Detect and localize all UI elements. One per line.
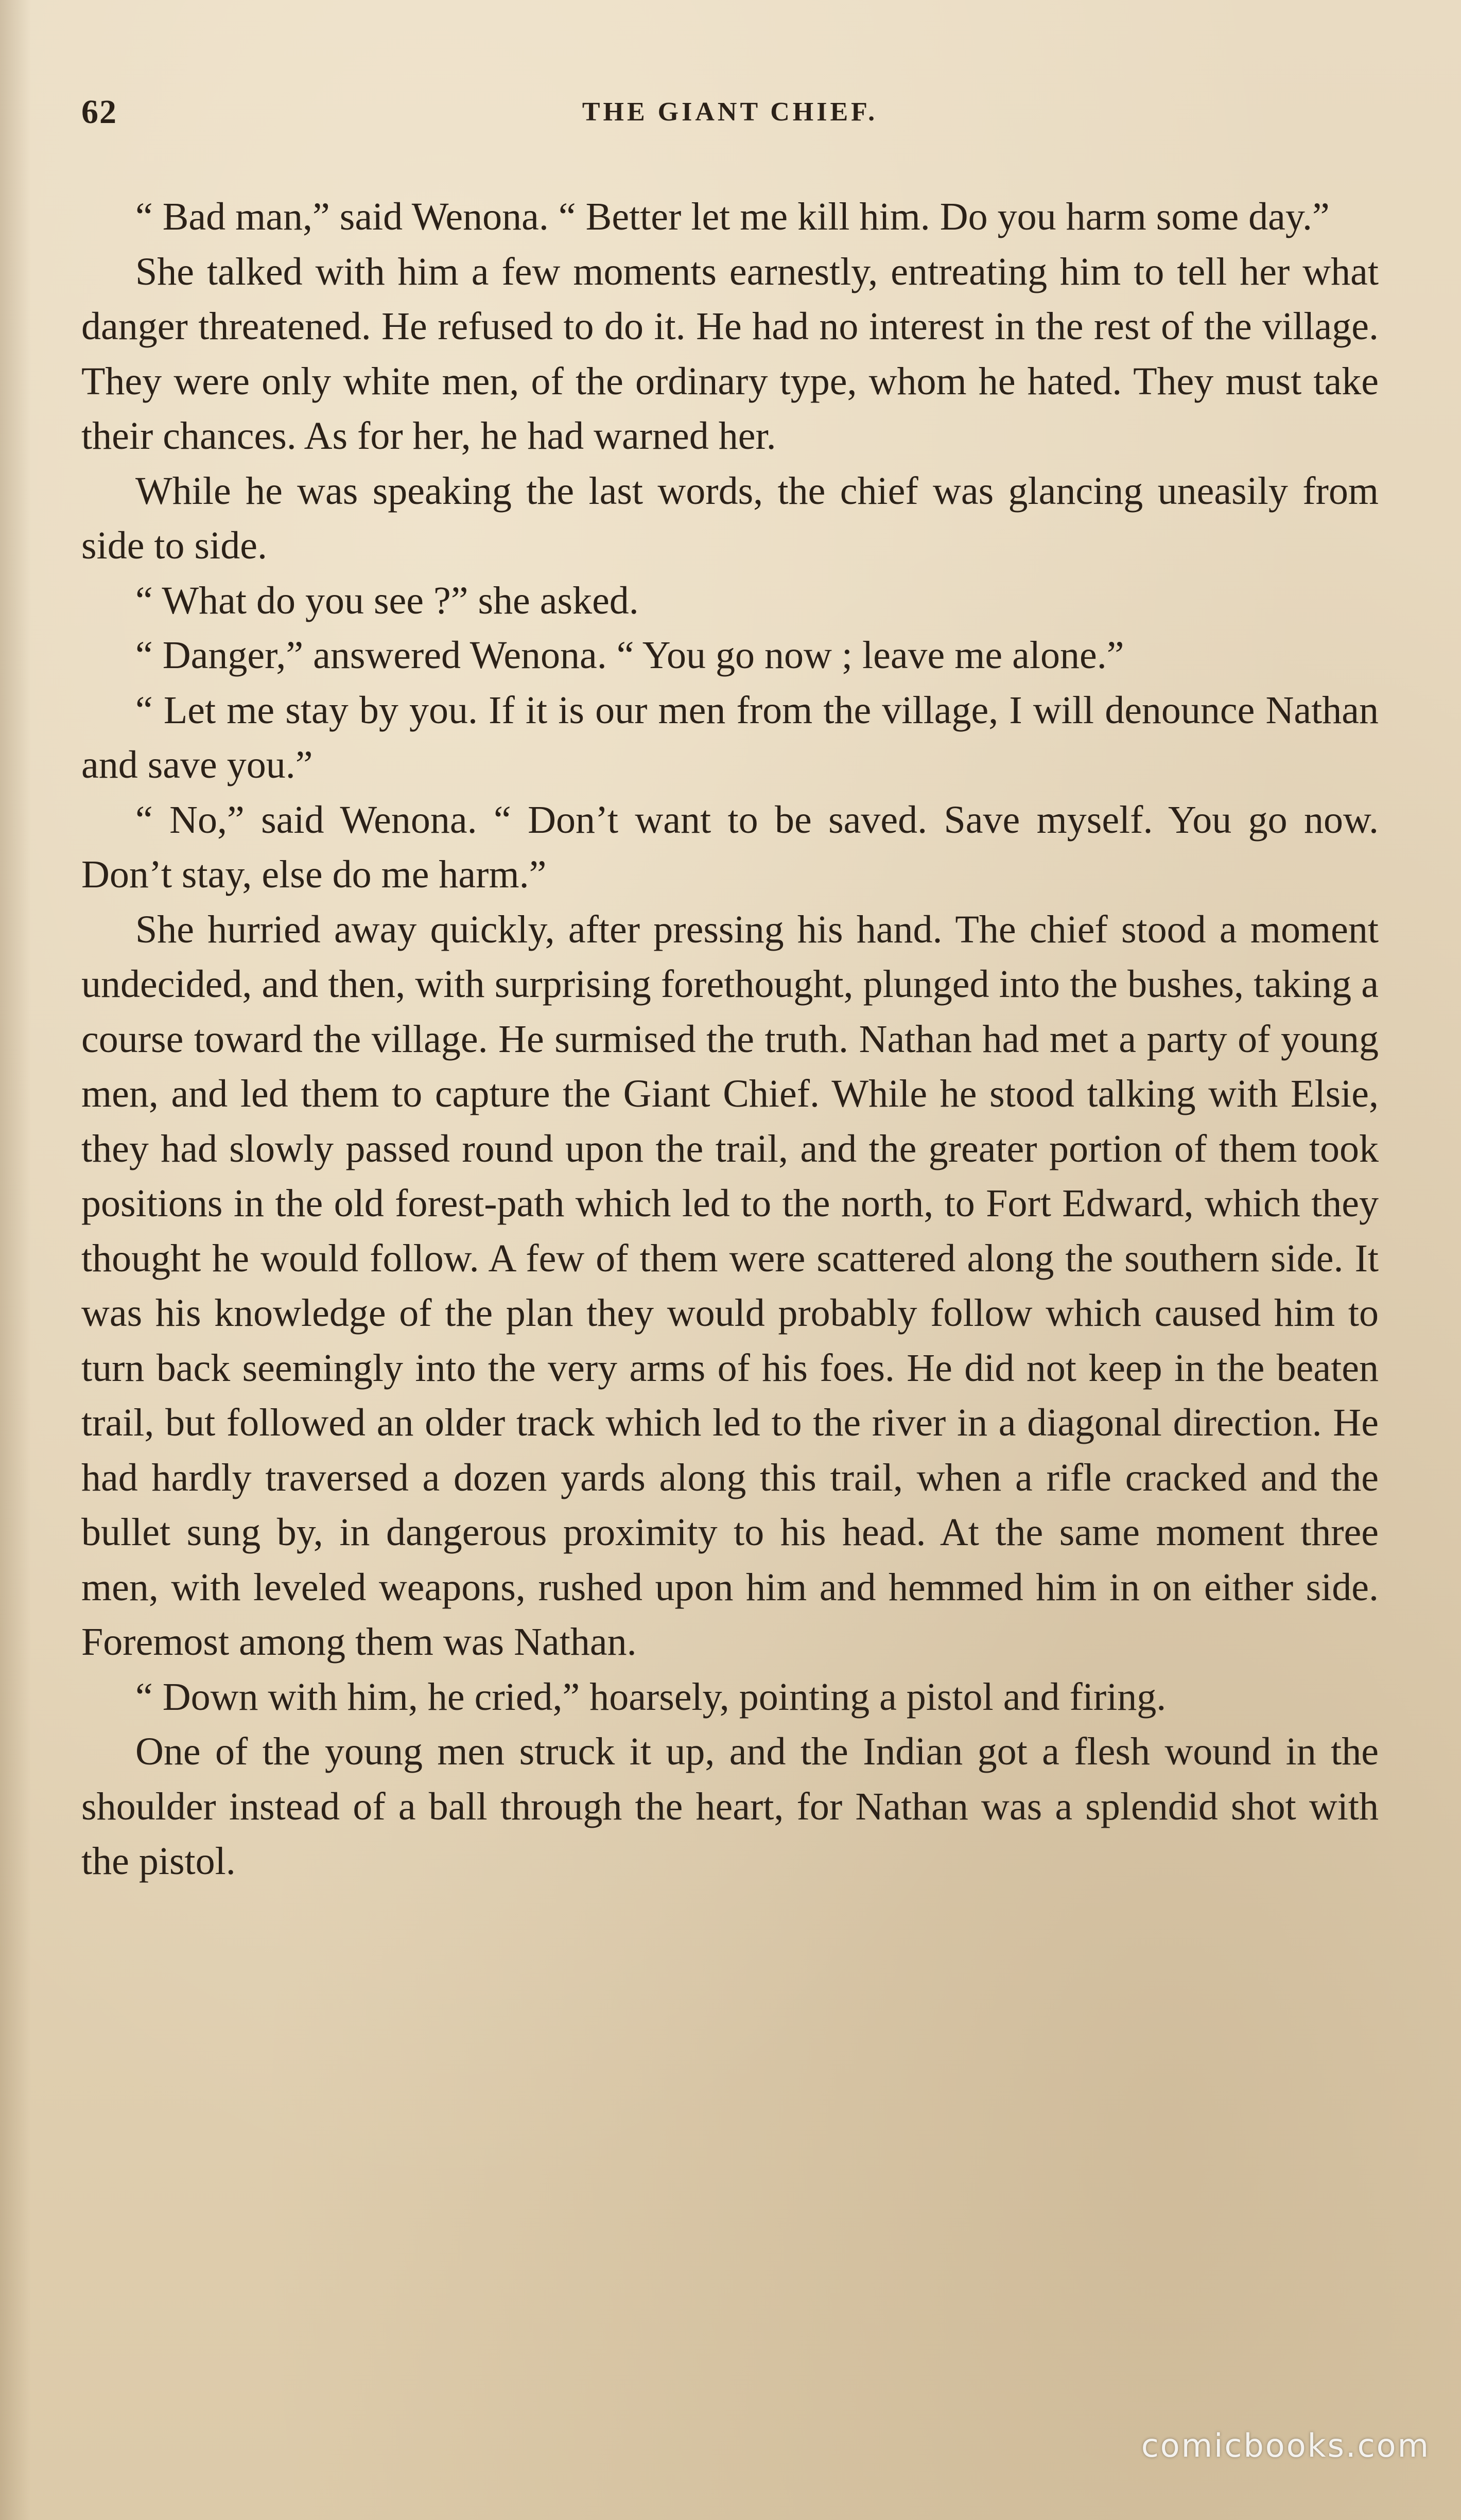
paragraph: “ No,” said Wenona. “ Don’t want to be saved. Save myself. You go now. Don’t stay, else do me harm.” xyxy=(81,798,1379,896)
page-header xyxy=(81,93,1379,139)
paragraph: “ Danger,” answered Wenona. “ You go now ; leave me alone.” xyxy=(135,634,1124,677)
paragraph: “ Let me stay by you. If it is our men from the village, I will denounce Nathan and save you.” xyxy=(81,688,1379,786)
paragraph: “ What do you see ?” she asked. xyxy=(135,579,639,622)
paragraph: While he was speaking the last words, the chief was glancing uneasily from side to side. xyxy=(81,469,1379,567)
paragraph: She talked with him a few moments earnestly, entreating him to tell her what danger threatened. He refused to do it. He had no interest in the rest of the village. They were only white men, of the ordinary type, whom he hated. They must take their chances. As for her, he had warned her. xyxy=(81,250,1379,458)
paragraph: She hurried away quickly, after pressing his hand. The chief stood a moment undecided, and then, with surprising forethought, plunged into the bushes, taking a course toward the village. He surmised the truth. Nathan had met a party of young men, and led them to capture the Giant Chief. While he stood talking with Elsie, they had slowly passed round upon the trail, and the greater portion of them took positions in the old forest-path which led to the north, to Fort Edward, which they thought he would follow. A few of them were scattered along the southern side. It was his knowledge of the plan they would probably follow which caused him to turn back seemingly into the very arms of his foes. He did not keep in the beaten trail, but followed an older track which led to the river in a diagonal direction. He had hardly traversed a dozen yards along this trail, when a rifle cracked and the bullet sung by, in dangerous proximity to his head. At the same moment three men, with leveled weapons, rushed upon him and hemmed him in on either side. Foremost among them was Nathan. xyxy=(81,907,1379,1664)
site-watermark: comicbooks.com xyxy=(1141,2427,1430,2464)
page-number: 62 xyxy=(81,93,117,131)
paragraph: One of the young men struck it up, and the Indian got a flesh wound in the shoulder instead of a ball through the heart, for Nathan was a splendid shot with the pistol. xyxy=(81,1730,1379,1883)
running-head: THE GIANT CHIEF. xyxy=(582,97,878,127)
page-edge-shadow xyxy=(0,0,31,2520)
paragraph: “ Bad man,” said Wenona. “ Better let me kill him. Do you harm some day.” xyxy=(135,195,1330,238)
body-text xyxy=(81,189,1379,1889)
paragraph: “ Down with him, he cried,” hoarsely, pointing a pistol and firing. xyxy=(135,1675,1167,1719)
